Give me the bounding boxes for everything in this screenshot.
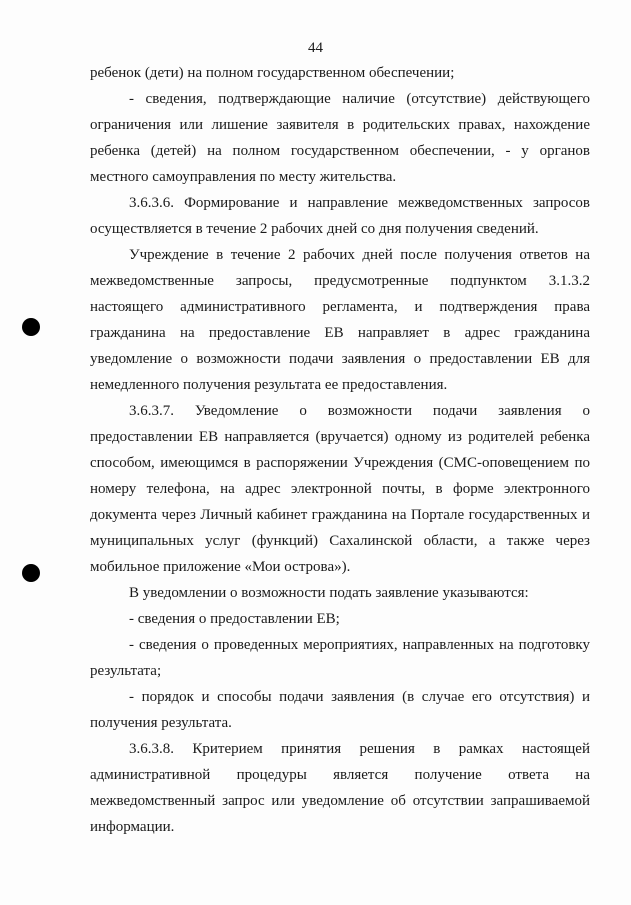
body-text <box>90 60 590 840</box>
paragraph: ребенок (дети) на полном государственном обеспечении; <box>90 65 455 81</box>
paragraph: 3.6.3.8. Критерием принятия решения в рамках настоящей административной процедуры является получение ответа на межведомственный запрос или уведомление об отсутствии запрашиваемой информации. <box>90 741 590 835</box>
paragraph: - сведения, подтверждающие наличие (отсутствие) действующего ограничения или лишение заявителя в родительских правах, нахождение ребенка (детей) на полном государственном обеспечении, - у органов местного самоуправления по месту жительства. <box>90 91 590 185</box>
paragraph: В уведомлении о возможности подать заявление указываются: <box>129 585 529 601</box>
paragraph: - порядок и способы подачи заявления (в случае его отсутствия) и получения результата. <box>90 689 590 731</box>
punch-hole-mark <box>22 564 40 582</box>
paragraph: 3.6.3.7. Уведомление о возможности подачи заявления о предоставлении ЕВ направляется (вручается) одному из родителей ребенка способом, имеющимся в распоряжении Учреждения (СМС-оповещением по номеру телефона, на адрес электронной почты, в форме электронного документа через Личный кабинет гражданина на Портале государственных и муниципальных услуг (функций) Сахалинской области, а также через мобильное приложение «Мои острова»). <box>90 403 590 575</box>
paragraph: - сведения о проведенных мероприятиях, направленных на подготовку результата; <box>90 637 590 679</box>
page-number: 44 <box>308 40 323 56</box>
paragraph: - сведения о предоставлении ЕВ; <box>129 611 340 627</box>
paragraph: 3.6.3.6. Формирование и направление межведомственных запросов осуществляется в течение 2 рабочих дней со дня получения сведений. <box>90 195 590 237</box>
paragraph: Учреждение в течение 2 рабочих дней после получения ответов на межведомственные запросы, предусмотренные подпунктом 3.1.3.2 настоящего административного регламента, и подтверждения права гражданина на предоставление ЕВ направляет в адрес гражданина уведомление о возможности подачи заявления о предоставлении ЕВ для немедленного получения результата ее предоставления. <box>90 247 590 393</box>
punch-hole-mark <box>22 318 40 336</box>
